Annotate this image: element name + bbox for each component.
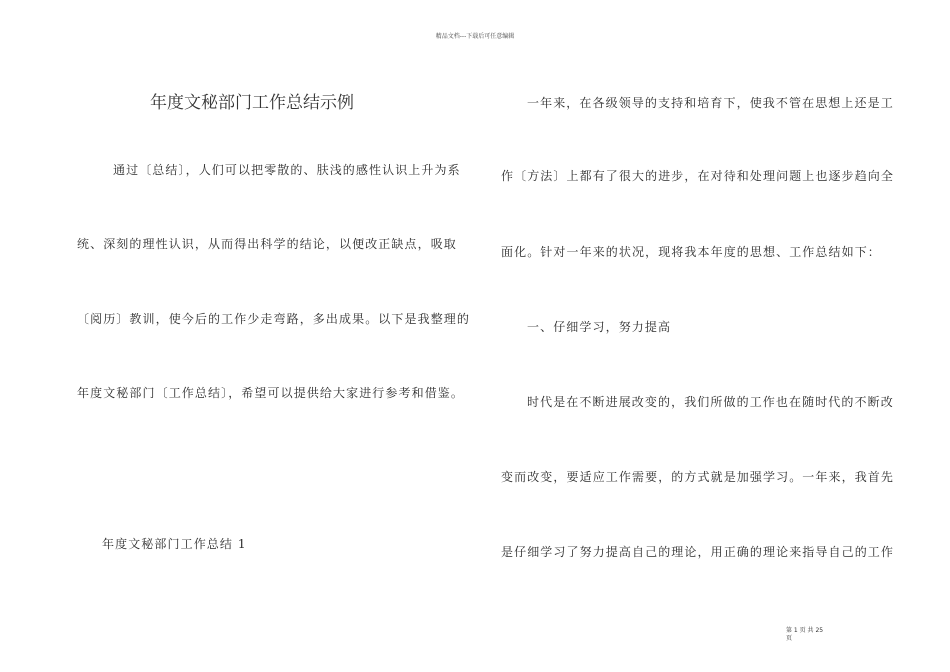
left-paragraph-line-1: 通过〔总结〕，人们可以把零散的、肤浅的感性认识上升为系 bbox=[113, 163, 461, 177]
left-paragraph-line-4: 年度文秘部门〔工作总结〕，希望可以提供给大家进行参考和借鉴。 bbox=[77, 386, 465, 400]
right-paragraph-line-3: 面化。针对一年来的状况，现将我本年度的思想、工作总结如下： bbox=[501, 245, 881, 259]
right-paragraph-line-1: 一年来，在各级领导的支持和培育下，使我不管在思想上还是工 bbox=[527, 96, 894, 110]
right-paragraph-line-6: 变而改变，要适应工作需要，的方式就是加强学习。一年来，我首先 bbox=[501, 470, 895, 484]
left-paragraph-line-2: 统、深刻的理性认识，从而得出科学的结论，以便改正缺点，吸取 bbox=[77, 237, 457, 251]
left-paragraph-line-3: 〔阅历〕教训，使今后的工作少走弯路，多出成果。以下是我整理的 bbox=[77, 312, 471, 326]
right-paragraph-line-2: 作〔方法〕上都有了很大的进步，在对待和处理问题上也逐步趋向全 bbox=[501, 169, 895, 183]
subheading-study-hard: 一、仔细学习，努力提高 bbox=[527, 320, 672, 334]
page-number-footer: 第 1 页 共 25 页 bbox=[786, 627, 824, 642]
document-title: 年度文秘部门工作总结示例 bbox=[150, 93, 354, 113]
right-paragraph-line-5: 时代是在不断进展改变的，我们所做的工作也在随时代的不断改 bbox=[527, 395, 894, 409]
page-header-watermark: 精品文档---下载后可任意编辑 bbox=[435, 33, 515, 40]
right-paragraph-line-7: 是仔细学习了努力提高自己的理论，用正确的理论来指导自己的工作 bbox=[501, 545, 895, 559]
section-heading-summary-1: 年度文秘部门工作总结 1 bbox=[102, 537, 247, 551]
